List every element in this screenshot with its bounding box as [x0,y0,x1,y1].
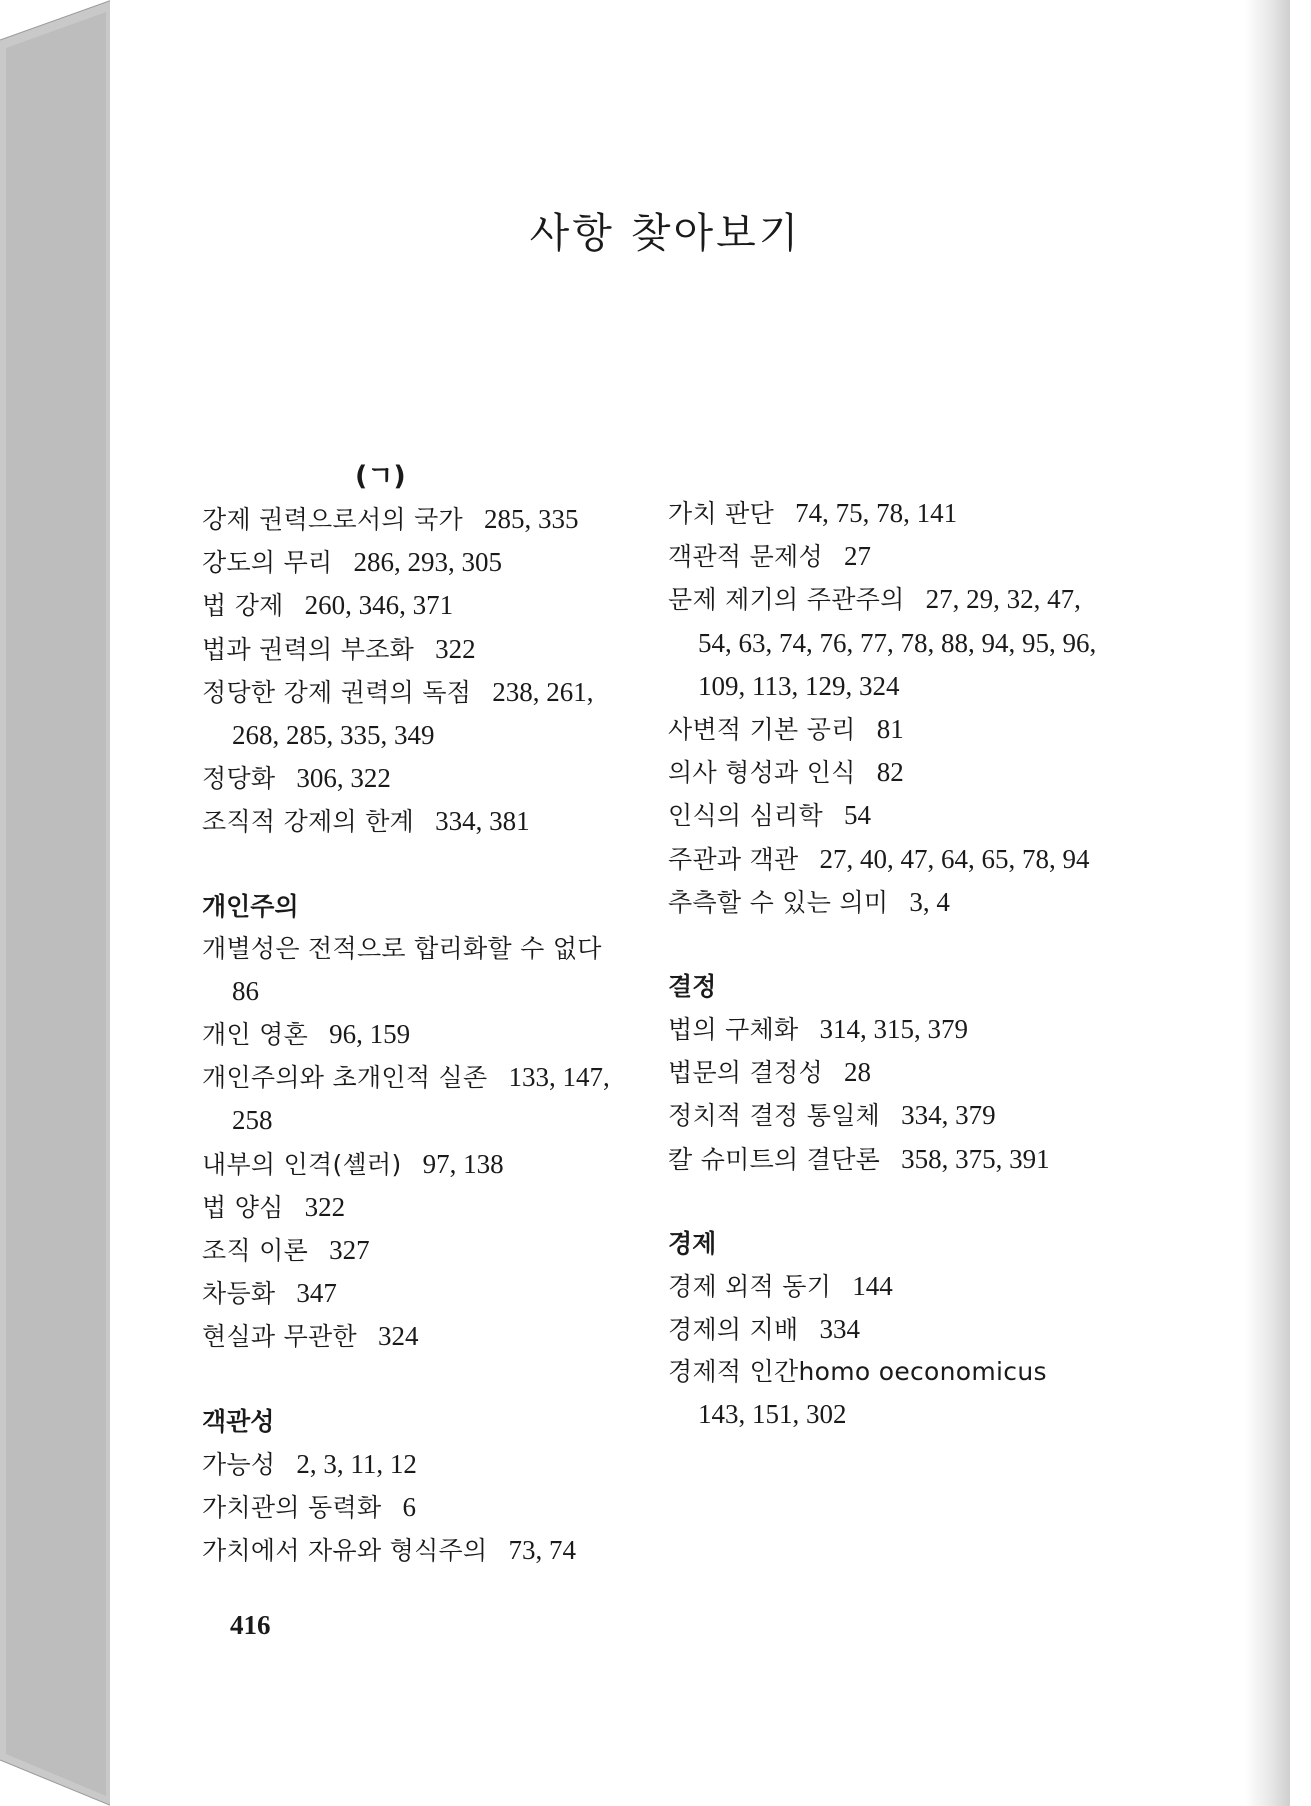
index-page-numbers: 285, 335 [484,504,579,534]
index-page-numbers: 54 [844,800,871,831]
book-spine-shading [0,0,112,1806]
index-page-numbers: 322 [435,633,476,664]
index-entry [202,1229,642,1272]
index-page-numbers: 358, 375, 391 [901,1143,1050,1174]
index-term: 의사 형성과 인식 [668,758,856,788]
index-term: 가능성 [202,1449,276,1479]
index-entry [668,838,1113,881]
index-term: 현실과 무관한 [202,1322,357,1352]
index-page-numbers: 143, 151, 302 [698,1399,847,1430]
index-term: 경제의 지배 [668,1315,799,1345]
index-term: 객관적 문제성 [668,542,823,572]
index-entry [202,757,642,800]
left-index-column [202,498,642,1572]
index-entry [202,541,642,584]
index-term: 법 양심 [202,1192,284,1222]
index-entry [202,498,642,541]
index-page-numbers: 260, 346, 371 [304,590,454,621]
index-entry [668,794,1113,837]
index-entry [202,1272,642,1315]
index-entry [668,1094,1113,1137]
index-entry [202,584,642,627]
index-page-numbers: 238, 261, 268, 285, 335, 349 [232,676,594,751]
index-page-numbers: 322 [304,1191,346,1222]
index-term: 강제 권력으로서의 국가 [202,505,463,534]
index-page-numbers: 27 [844,541,871,572]
index-entry [668,492,1113,535]
index-entry [202,800,642,843]
index-page-numbers: 334, 381 [435,806,530,837]
index-entry [668,1051,1113,1094]
index-entry [668,751,1113,794]
index-term: 경제 외적 동기 [668,1271,832,1301]
index-page-numbers: 73, 74 [508,1535,576,1566]
index-page-numbers: 286, 293, 305 [353,547,503,578]
index-entry [202,1486,642,1529]
page-number: 416 [230,1610,271,1640]
index-term: 법의 구체화 [668,1015,799,1045]
index-page-numbers: 86 [232,975,259,1006]
index-entry [668,708,1113,751]
section-spacer [202,844,642,885]
page-title: 사항 찾아보기 [529,209,802,257]
index-term: 주관과 객관 [668,844,799,874]
index-page-numbers: 2, 3, 11, 12 [296,1448,417,1479]
index-term: 조직적 강제의 한계 [202,807,415,837]
section-spacer [202,1359,642,1400]
index-page-numbers: 314, 315, 379 [819,1014,969,1045]
index-term: 개별성은 전적으로 합리화할 수 없다 [202,933,602,963]
index-section-heading: 객관성 [202,1406,275,1436]
index-entry [668,881,1113,924]
index-term: 내부의 인격(셸러) [202,1149,402,1179]
index-page-numbers: 144 [852,1270,893,1301]
index-term: 법 강제 [202,591,284,621]
index-term: 법과 권력의 부조화 [202,634,415,664]
index-page-numbers: 334, 379 [901,1100,996,1131]
index-entry [202,1529,642,1572]
index-term: 정당화 [202,764,276,794]
index-page-numbers: 74, 75, 78, 141 [795,498,958,528]
index-page-numbers: 81 [876,714,904,745]
index-page-numbers: 133, 147, 258 [232,1062,610,1136]
index-term: 추측할 수 있는 의미 [668,887,889,917]
index-term: 정당한 강제 권력의 독점 [202,677,472,707]
group-letter: (ㄱ) [355,461,406,492]
index-entry [202,1443,642,1486]
index-term: 개인주의와 초개인적 실존 [202,1063,488,1093]
index-term: 차등화 [202,1279,276,1309]
index-page-numbers: 324 [378,1321,419,1352]
index-entry [202,1056,642,1142]
index-entry [668,1008,1113,1051]
index-entry [202,1143,642,1186]
index-page-numbers: 334 [819,1314,861,1345]
index-entry [668,1138,1113,1181]
index-section-heading: 결정 [668,972,717,1002]
index-term: 가치관의 동력화 [202,1492,382,1522]
index-entry [668,535,1113,578]
index-term: 정치적 결정 통일체 [668,1101,881,1131]
index-entry [668,1351,1113,1436]
section-spacer [668,924,1113,965]
index-entry [202,628,642,671]
index-page-numbers: 327 [329,1235,370,1266]
index-page-numbers: 27, 40, 47, 64, 65, 78, 94 [819,843,1090,874]
index-page-numbers: 3, 4 [909,886,950,917]
index-page-numbers: 96, 159 [329,1019,411,1050]
index-page-numbers: 28 [844,1057,871,1088]
index-page-numbers: 306, 322 [296,763,391,794]
index-page-numbers: 97, 138 [422,1148,504,1179]
index-entry [202,928,642,1013]
index-entry [668,578,1113,708]
index-term: 강도의 무리 [202,548,333,578]
index-section-heading: 개인주의 [202,891,299,921]
index-entry [202,1186,642,1229]
index-section-heading: 경제 [668,1228,717,1258]
index-term: 칼 슈미트의 결단론 [668,1144,881,1174]
index-entry [202,671,642,757]
right-index-column [668,492,1113,1437]
section-spacer [668,1181,1113,1222]
index-entry [202,1315,642,1358]
index-page-numbers: 6 [402,1491,416,1522]
index-term: 조직 이론 [202,1236,309,1266]
index-entry [668,1265,1113,1308]
index-page-numbers: 27, 29, 32, 47, 54, 63, 74, 76, 77, 78, 88, 94, 95, 96, 109, 113, 129, 324 [698,584,1097,701]
index-term: 개인 영혼 [202,1020,309,1050]
index-term: 사변적 기본 공리 [668,715,856,745]
index-term: 문제 제기의 주관주의 [668,585,905,615]
index-term: 경제적 인간homo oeconomicus [668,1357,1047,1387]
page-edge-shadow [1245,0,1290,1806]
index-term: 인식의 심리학 [668,801,823,831]
index-page-numbers: 82 [876,757,904,788]
index-entry [202,1013,642,1056]
index-entry [668,1308,1113,1351]
index-page-numbers: 347 [296,1278,337,1309]
index-term: 가치에서 자유와 형식주의 [202,1536,488,1566]
index-term: 가치 판단 [668,499,775,528]
index-term: 법문의 결정성 [668,1058,823,1088]
